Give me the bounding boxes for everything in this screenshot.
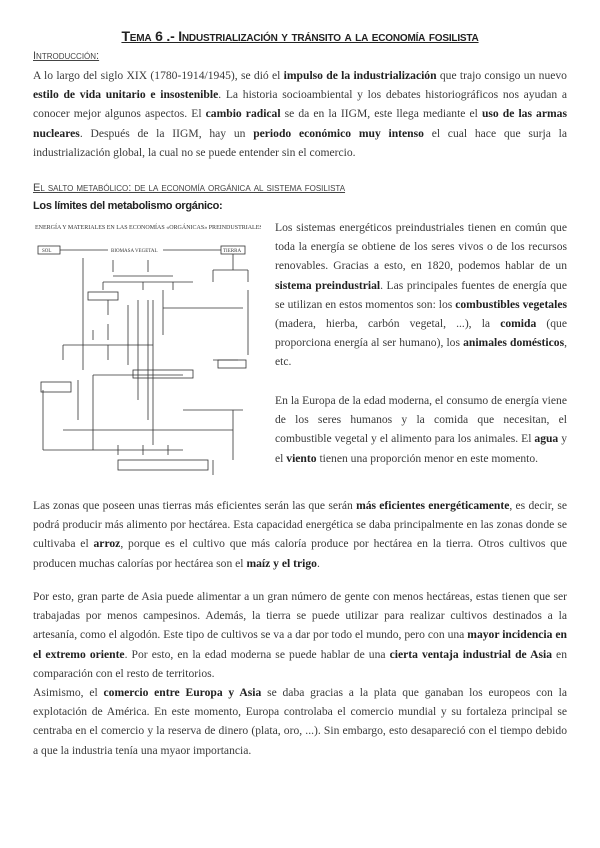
paragraph-preindustrial xyxy=(275,218,567,372)
text-run: y el xyxy=(275,432,567,465)
intro-heading: Introducción: xyxy=(33,50,100,62)
bold-text: sistema preindustrial xyxy=(275,278,381,292)
text-run: (que proporciona energía al ser humano), los xyxy=(275,317,568,350)
text-run: En la Europa de la edad moderna, el consumo de energía viene de los seres humanos y la comida que necesitan, el combustible vegetal y el alimento para los animales. El xyxy=(275,394,567,446)
text-run: Los sistemas energéticos preindustriales tienen en común que toda la energía se obtiene de los seres vivos o de los recursos renovables. Gracias a esto, en 1820, podemos hablar de un xyxy=(275,221,567,273)
text-run: en comparación con el resto de territorios. xyxy=(33,647,567,680)
paragraph-europa xyxy=(275,391,567,468)
bold-text: maíz y el trigo xyxy=(246,556,317,570)
text-run: . Las principales fuentes de energía que se utilizan en estos momentos son: los xyxy=(275,278,567,311)
bold-text: uso de las armas nucleares xyxy=(33,107,567,140)
bold-text: comida xyxy=(500,317,537,331)
bold-text: impulso de la industrialización xyxy=(283,69,437,82)
paragraph-zonas xyxy=(33,496,567,573)
text-run: . Después de la IIGM, hay un xyxy=(79,126,254,140)
text-run: (madera, hierba, carbón vegetal, ...), la xyxy=(275,317,501,331)
text-run: A lo largo del siglo XIX (1780-1914/1945), se dió el xyxy=(33,69,284,82)
text-run: , porque es el cultivo que más caloría produce por hectárea en la tierra. Otros cultivos que producen muchas calorías por hectárea son el xyxy=(33,537,567,570)
text-run: tienen una proporción menor en este momento. xyxy=(316,451,539,465)
bold-text: animales domésticos xyxy=(463,336,565,350)
energy-flow-diagram xyxy=(33,220,261,478)
text-run: Por esto, gran parte de Asia puede alimentar a un gran número de gente con menos hectáreas, estas tienen que ser trabajadas por menos campesinos. Además, la tierra se puede utilizar para realizar cultivos destinados a la artesanía, como el algodón. Este tipo de cultivos se va a dar por todo el mundo, pero con una xyxy=(33,590,567,642)
bold-text: viento xyxy=(286,451,317,465)
bold-text: comercio entre Europa y Asia xyxy=(103,686,262,699)
text-run: , es decir, se podrá producir más alimento por hectárea. Esta capacidad energética se daba principalmente en las zonas donde se cultivaba el xyxy=(33,499,567,551)
section-heading: El salto metabólico: de la economía orgánica al sistema fosilista xyxy=(33,182,346,194)
diagram-connectors xyxy=(41,250,248,475)
section-subheading: Los límites del metabolismo orgánico: xyxy=(33,200,223,212)
bold-text: más eficientes energéticamente xyxy=(356,499,510,512)
paragraph-asia xyxy=(33,587,567,683)
text-run: . Por esto, en la edad moderna se puede hablar de una xyxy=(124,647,390,661)
text-run: Asimismo, el xyxy=(33,686,104,699)
text-run: . La historia socioambiental y los debates historiográficos nos ayudan a conocer mejor algunos aspectos. El xyxy=(33,88,567,121)
sol-label: SOL xyxy=(42,249,52,254)
bold-text: combustibles vegetales xyxy=(455,297,567,311)
bold-text: estilo de vida unitario e insostenible xyxy=(33,88,219,102)
paragraph-comercio xyxy=(33,683,567,760)
diagram-title: ENERGÍA Y MATERIALES EN LAS ECONOMÍAS «ORGÁNICAS» PREINDUSTRIALES xyxy=(35,225,261,231)
bold-text: arroz xyxy=(93,537,121,551)
bold-text: cierta ventaja industrial de Asia xyxy=(389,647,552,661)
text-run: se da en la IIGM, este llega mediante el xyxy=(280,107,482,121)
text-run: que trajo consigo un nuevo xyxy=(436,69,567,82)
intro-paragraph xyxy=(33,66,567,162)
text-run: se daba gracias a la plata que ganaban los europeos con la explotación de América. En este momento, Europa controlaba el comercio mundial y su fortaleza principal se centraba en el comercio y la reserva de dinero (plata, oro, ...). Sin embargo, esto desapareció con el tiempo debido a que la industria tenía una myaor importancia. xyxy=(33,686,567,757)
text-run: el cual hace que surja la industrialización global, la cual no se puede entender sin el comercio. xyxy=(33,126,567,159)
bold-text: mayor incidencia en el extremo oriente xyxy=(33,628,567,661)
text-run: Las zonas que poseen unas tierras más eficientes serán las que serán xyxy=(33,499,357,512)
text-run: . xyxy=(316,556,320,570)
bold-text: agua xyxy=(534,432,559,446)
bold-text: cambio radical xyxy=(205,107,281,121)
tierra-label: TIERRA xyxy=(223,249,242,254)
document-title: Tema 6 .- Industrialización y tránsito a la economía fosilista xyxy=(121,28,479,44)
text-run: , etc. xyxy=(275,336,568,369)
biomasa-label: BIOMASA VEGETAL xyxy=(111,249,158,254)
bold-text: periodo económico muy intenso xyxy=(253,126,424,140)
